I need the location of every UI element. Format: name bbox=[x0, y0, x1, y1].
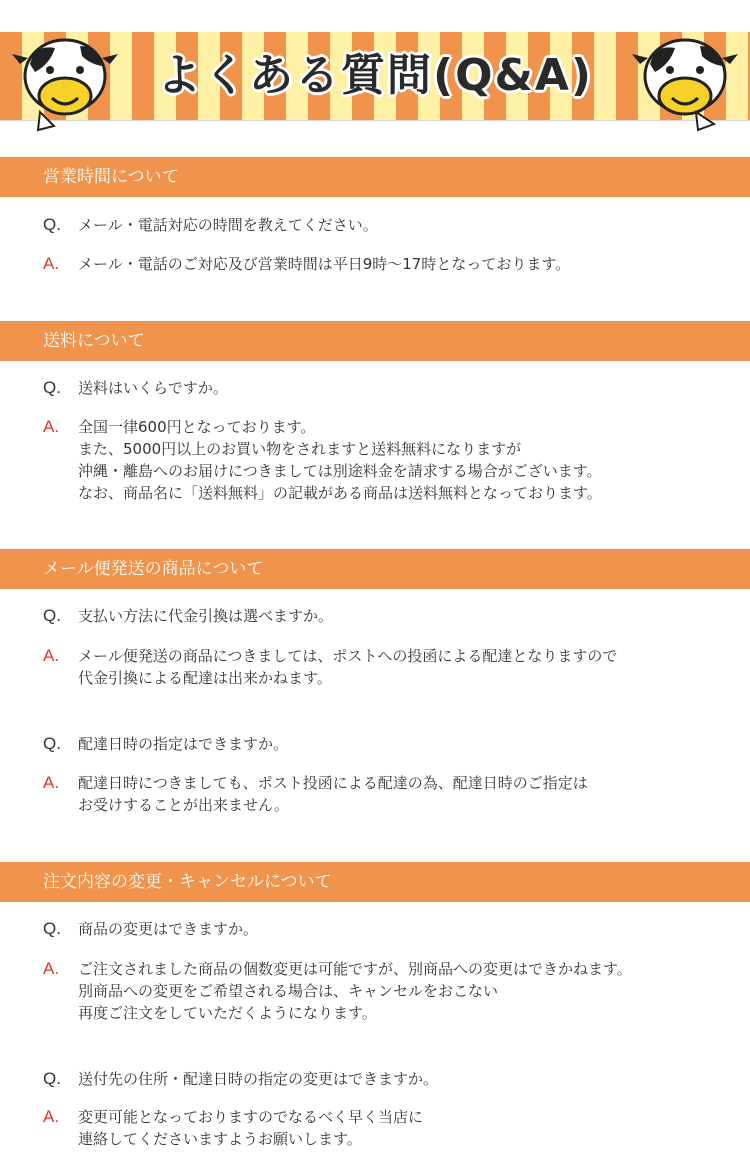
cow-mascot-icon bbox=[10, 24, 120, 134]
q-mark: Q. bbox=[43, 606, 61, 625]
section-header-shipping: 送料について bbox=[0, 321, 750, 361]
q-mark: Q. bbox=[43, 1069, 61, 1088]
q-mark: Q. bbox=[43, 919, 61, 938]
answer bbox=[43, 416, 743, 504]
question bbox=[43, 214, 743, 236]
answer-text: お受けすることが出来ません。 bbox=[78, 796, 289, 814]
q-mark: Q. bbox=[43, 215, 61, 234]
question-text: 送料はいくらですか。 bbox=[78, 379, 228, 397]
q-mark: Q. bbox=[43, 734, 61, 753]
section-header-mail-delivery: メール便発送の商品について bbox=[0, 549, 750, 589]
cow-mascot-icon bbox=[630, 24, 740, 134]
answer-text: 再度ご注文をしていただくようになります。 bbox=[78, 1004, 377, 1022]
question-text: 商品の変更はできますか。 bbox=[78, 920, 259, 938]
question bbox=[43, 377, 743, 399]
answer bbox=[43, 645, 743, 689]
answer-text: 沖縄・離島へのお届けにつきましては別途料金を請求する場合がございます。 bbox=[78, 462, 602, 480]
a-mark: A. bbox=[43, 417, 60, 436]
answer bbox=[43, 958, 743, 1024]
question bbox=[43, 605, 743, 627]
a-mark: A. bbox=[43, 773, 60, 792]
section-header-business-hours: 営業時間について bbox=[0, 157, 750, 197]
answer-text: メール便発送の商品につきましては、ポストへの投函による配達となりますので bbox=[78, 647, 618, 665]
a-mark: A. bbox=[43, 959, 60, 978]
answer-text: また、5000円以上のお買い物をされますと送料無料になりますが bbox=[78, 440, 522, 458]
question bbox=[43, 918, 743, 940]
answer-text: 配達日時につきましても、ポスト投函による配達の為、配達日時のご指定は bbox=[78, 774, 588, 792]
question bbox=[43, 733, 743, 755]
answer-text: ご注文されました商品の個数変更は可能ですが、別商品への変更はできかねます。 bbox=[78, 960, 632, 978]
page-title: よくある質問(Q&A) bbox=[156, 50, 594, 101]
a-mark: A. bbox=[43, 1107, 60, 1126]
answer-text: 全国一律600円となっております。 bbox=[78, 418, 316, 436]
answer-text: 変更可能となっておりますのでなるべく早く当店に bbox=[78, 1108, 424, 1126]
question bbox=[43, 1068, 743, 1090]
question-text: 支払い方法に代金引換は選べますか。 bbox=[78, 607, 334, 625]
a-mark: A. bbox=[43, 254, 60, 273]
answer bbox=[43, 772, 743, 816]
q-mark: Q. bbox=[43, 378, 61, 397]
answer bbox=[43, 1106, 743, 1150]
answer-text: 別商品への変更をご希望される場合は、キャンセルをおこない bbox=[78, 982, 499, 1000]
question-text: 配達日時の指定はできますか。 bbox=[78, 735, 289, 753]
question-text: 送付先の住所・配達日時の指定の変更はできますか。 bbox=[78, 1070, 439, 1088]
section-header-order-changes: 注文内容の変更・キャンセルについて bbox=[0, 862, 750, 902]
answer-text: なお、商品名に「送料無料」の記載がある商品は送料無料となっております。 bbox=[78, 484, 602, 502]
a-mark: A. bbox=[43, 646, 60, 665]
answer bbox=[43, 253, 743, 275]
answer-text: 代金引換による配達は出来かねます。 bbox=[78, 669, 332, 687]
answer-text: 連絡してくださいますようお願いします。 bbox=[78, 1130, 362, 1148]
question-text: メール・電話対応の時間を教えてください。 bbox=[78, 216, 378, 234]
answer-text: メール・電話のご対応及び営業時間は平日9時～17時となっております。 bbox=[78, 255, 571, 273]
